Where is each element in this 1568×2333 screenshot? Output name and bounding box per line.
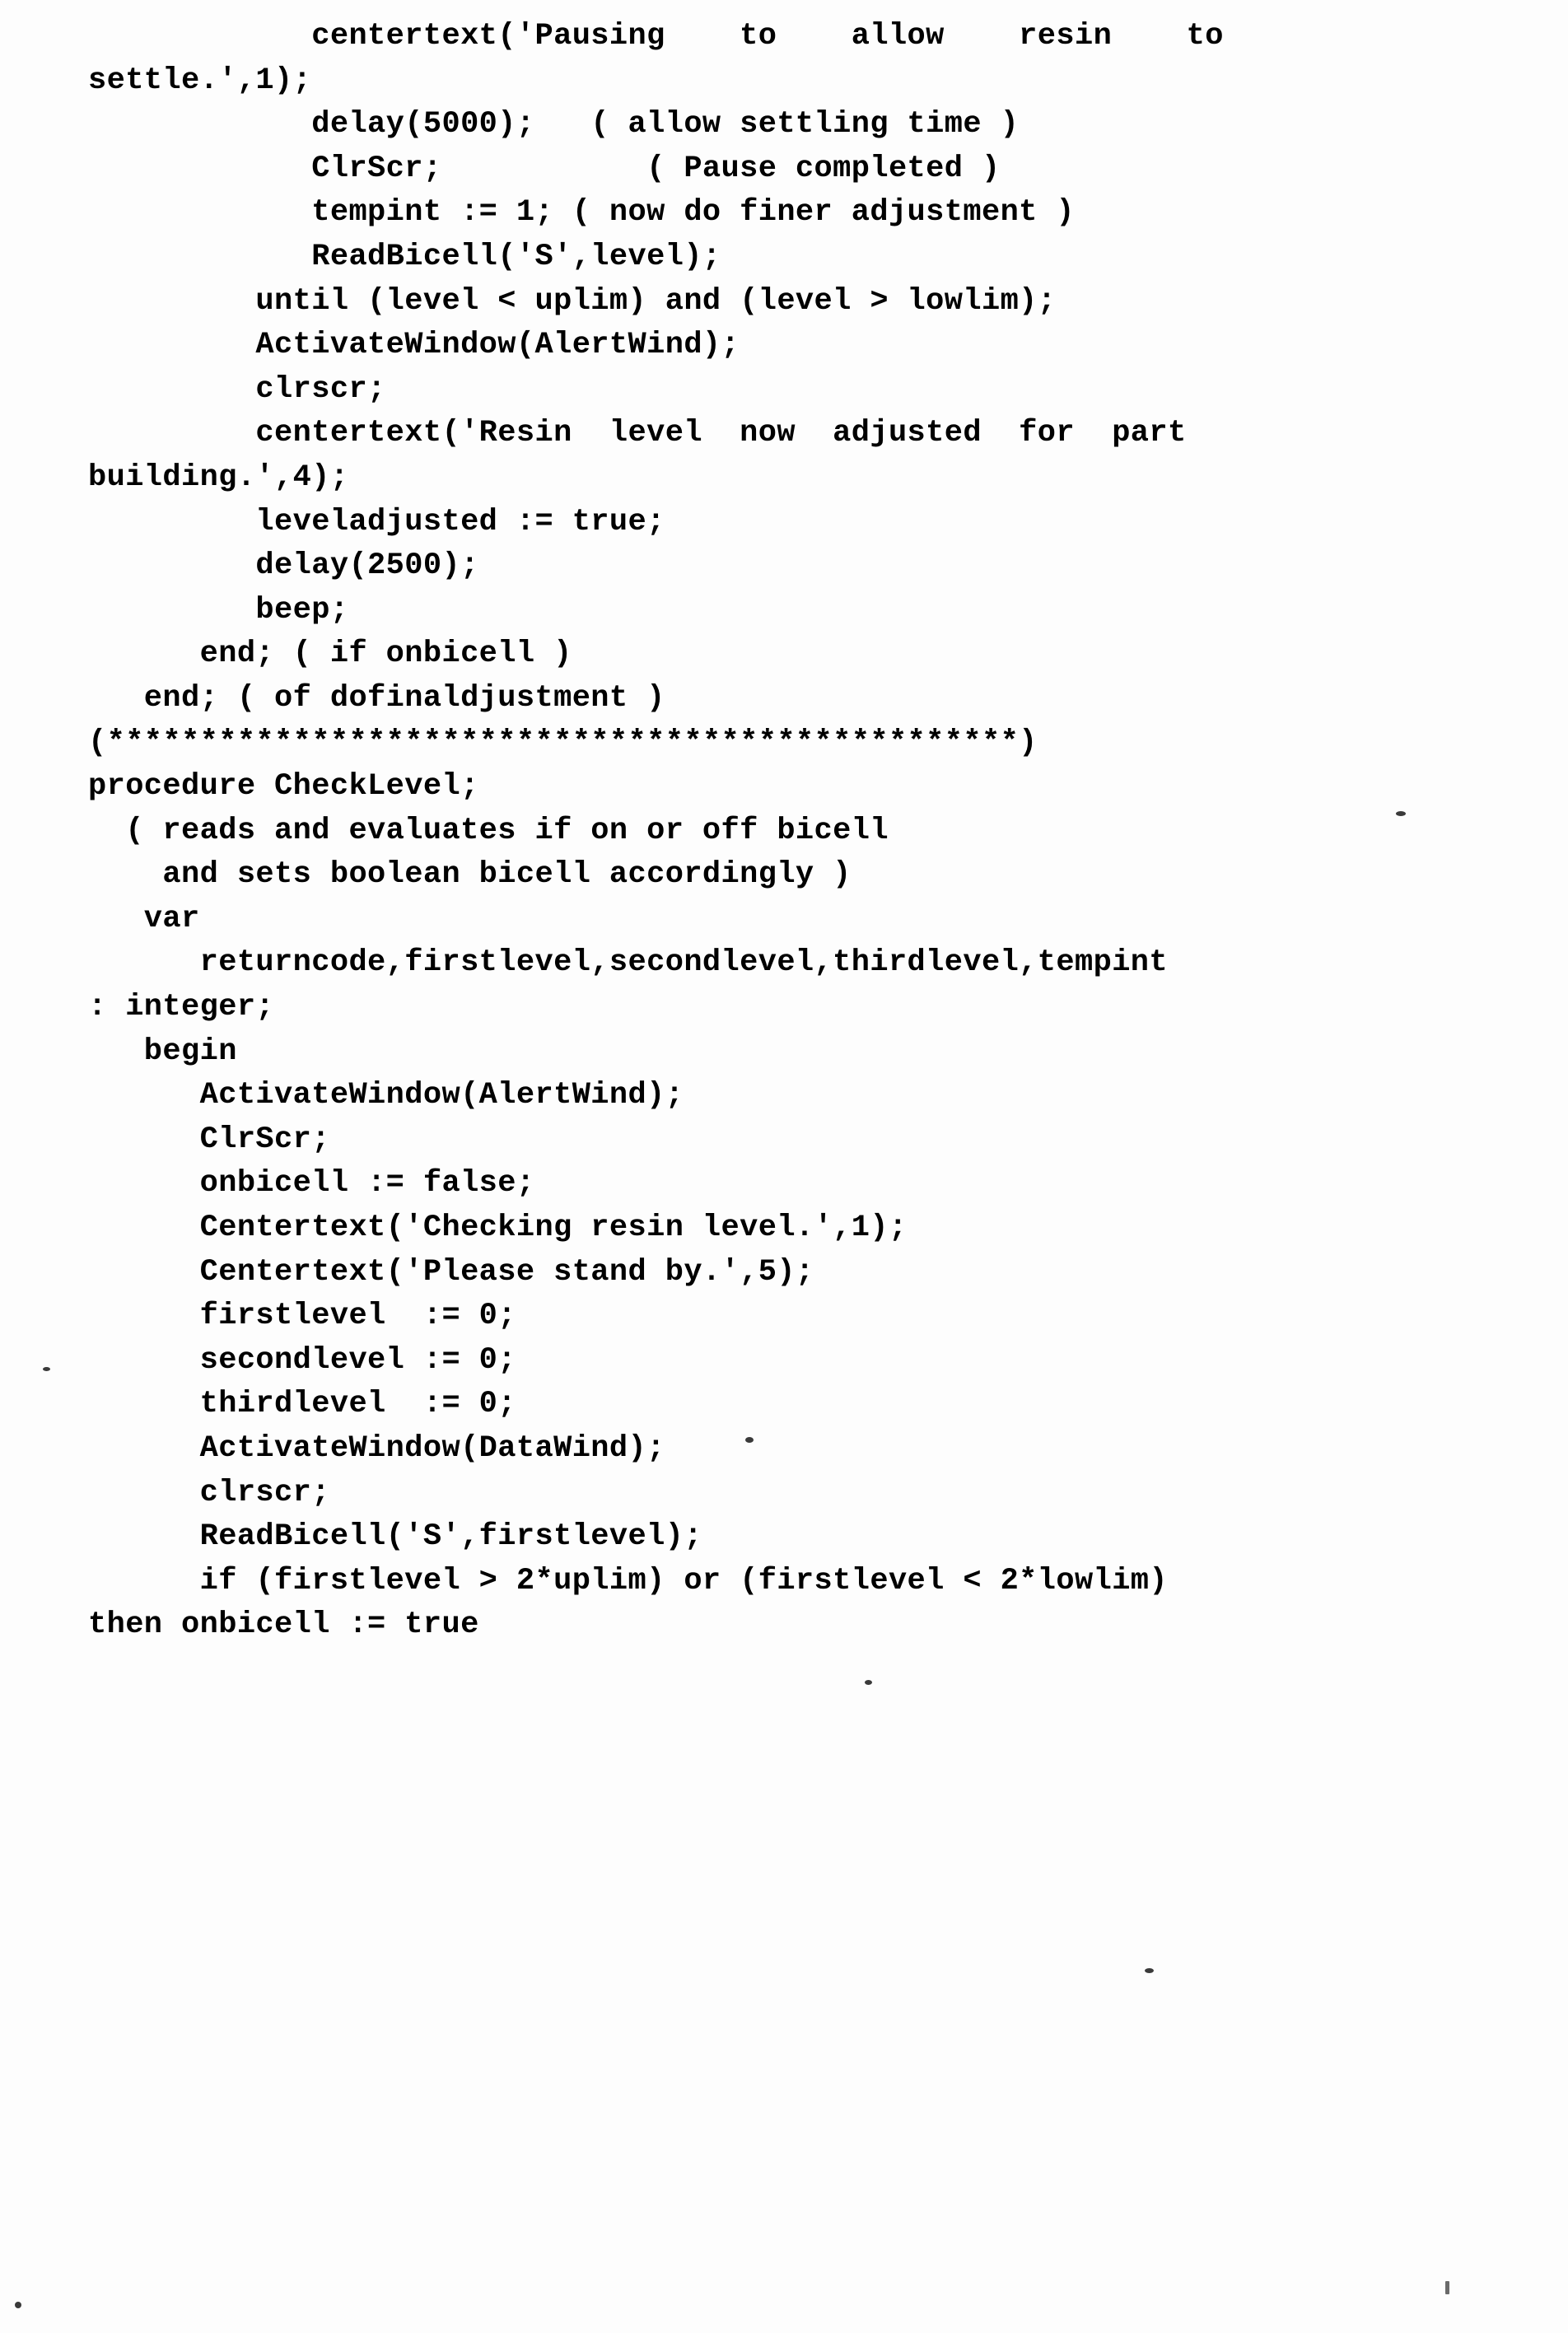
scan-artifact-speck bbox=[1396, 811, 1406, 816]
code-line: (*************************************************) bbox=[88, 725, 1038, 760]
code-line: then onbicell := true bbox=[88, 1607, 479, 1643]
code-line: beep; bbox=[88, 592, 349, 628]
code-line: onbicell := false; bbox=[88, 1166, 535, 1201]
code-line: : integer; bbox=[88, 990, 275, 1025]
code-line: delay(5000); ( allow settling time ) bbox=[88, 107, 1020, 142]
code-line: var bbox=[88, 901, 200, 936]
code-line: firstlevel := 0; bbox=[88, 1299, 516, 1334]
code-line: ActivateWindow(AlertWind); bbox=[88, 328, 740, 363]
code-line: ClrScr; bbox=[88, 1122, 330, 1157]
code-line: Centertext('Please stand by.',5); bbox=[88, 1254, 814, 1290]
code-line: clrscr; bbox=[88, 371, 386, 407]
code-line: returncode,firstlevel,secondlevel,thirdlevel,tempint bbox=[88, 945, 1169, 981]
code-line: building.',4); bbox=[88, 460, 349, 495]
code-line: leveladjusted := true; bbox=[88, 504, 665, 539]
code-line: ( reads and evaluates if on or off bicell bbox=[88, 813, 889, 848]
code-line: ActivateWindow(AlertWind); bbox=[88, 1078, 684, 1113]
code-line: ClrScr; ( Pause completed ) bbox=[88, 151, 1001, 186]
code-line: ReadBicell('S',level); bbox=[88, 239, 721, 274]
code-line: and sets boolean bicell accordingly ) bbox=[88, 857, 852, 893]
scan-artifact-speck bbox=[865, 1680, 872, 1685]
code-line: secondlevel := 0; bbox=[88, 1342, 516, 1378]
scan-artifact-speck bbox=[43, 1367, 50, 1371]
code-line: centertext('Resin level now adjusted for part bbox=[88, 416, 1187, 451]
scan-artifact-speck bbox=[1145, 1968, 1154, 1973]
code-line: procedure CheckLevel; bbox=[88, 769, 479, 805]
scan-artifact-speck bbox=[15, 2302, 21, 2308]
code-line: thirdlevel := 0; bbox=[88, 1387, 516, 1422]
code-line: clrscr; bbox=[88, 1475, 330, 1510]
code-line: tempint := 1; ( now do finer adjustment ) bbox=[88, 195, 1075, 231]
code-line: settle.',1); bbox=[88, 63, 312, 98]
code-line: end; ( of dofinaldjustment ) bbox=[88, 680, 665, 716]
code-line: until (level < uplim) and (level > lowlim); bbox=[88, 283, 1057, 319]
scan-artifact-speck bbox=[745, 1437, 754, 1443]
scan-artifact-speck bbox=[1445, 2281, 1449, 2294]
code-line: if (firstlevel > 2*uplim) or (firstlevel < 2*lowlim) bbox=[88, 1563, 1169, 1598]
code-line: end; ( if onbicell ) bbox=[88, 637, 572, 672]
code-line: delay(2500); bbox=[88, 548, 479, 584]
code-line: ActivateWindow(DataWind); bbox=[88, 1431, 665, 1466]
code-listing bbox=[47, 15, 1521, 1648]
code-line: Centertext('Checking resin level.',1); bbox=[88, 1211, 908, 1246]
code-line: begin bbox=[88, 1034, 237, 1069]
code-line: centertext('Pausing to allow resin to bbox=[88, 19, 1224, 54]
code-line: ReadBicell('S',firstlevel); bbox=[88, 1519, 702, 1555]
